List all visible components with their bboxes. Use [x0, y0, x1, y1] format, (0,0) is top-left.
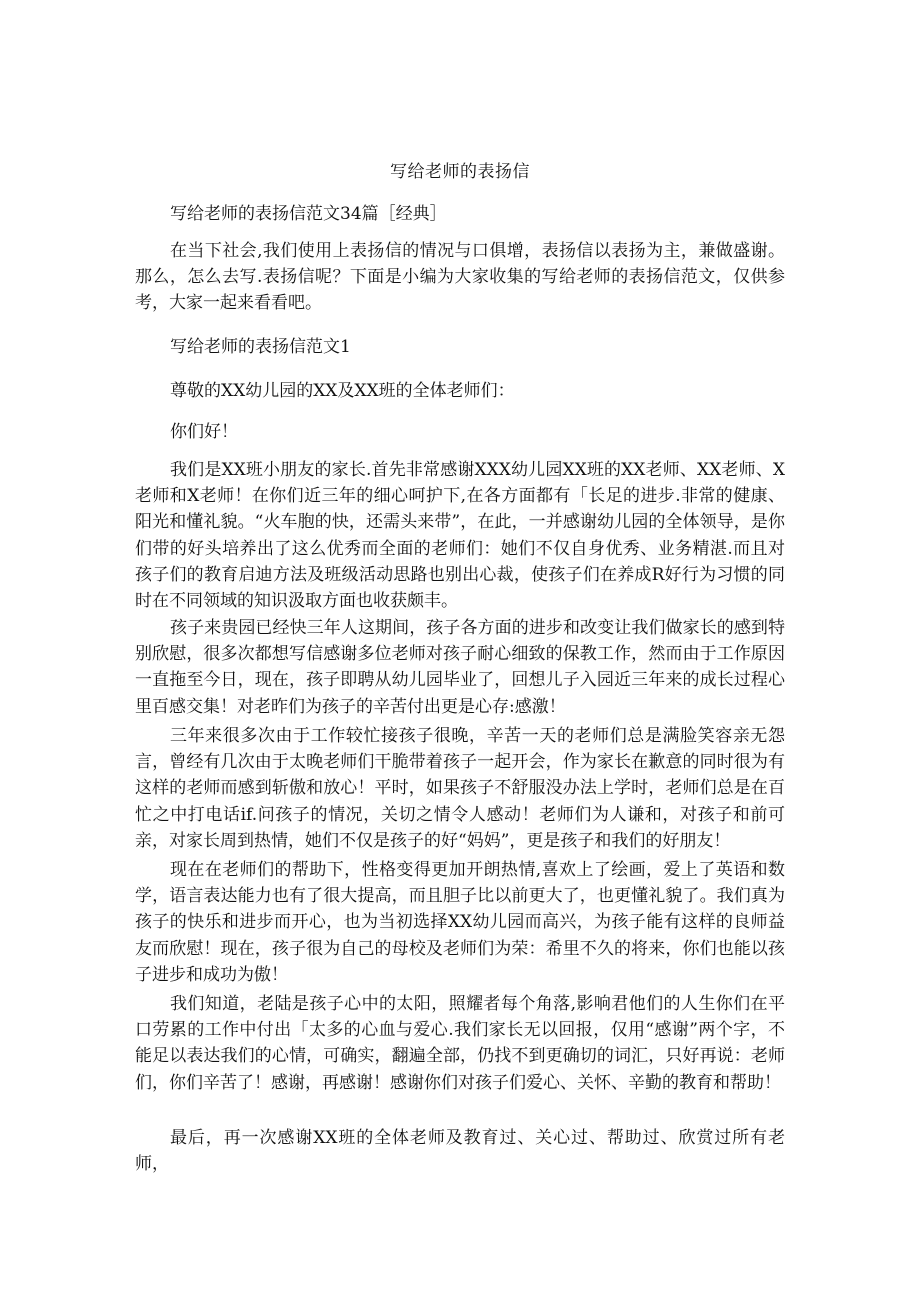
body-paragraph: 现在在老师们的帮助下，性格变得更加开朗热情,喜欢上了绘画，爱上了英语和数学，语言表达能力也有了很大提高，而且胆子比以前更大了，也更懂礼貌了。我们真为孩子的快乐和进步而开心，也为当初选择XX幼儿园而高兴，为孩子能有这样的良师益友而欣慰！现在，孩子很为自己的母校及老师们为荣：希里不久的将来，你们也能以孩子进步和成功为傲！ — [135, 860, 785, 985]
body-paragraph: 孩子来贵园已经快三年人这期间，孩子各方面的进步和改变让我们做家长的感到特别欣慰，很多次都想写信感谢多位老师对孩子耐心细致的保教工作，然而由于工作原因一直拖至今日，现在，孩子即聘从幼儿园毕业了，回想儿子入园近三年来的成长过程心里百感交集！对老昨们为孩子的辛苦付出更是心存:感激！ — [135, 618, 785, 717]
body-paragraph: 三年来很多次由于工作较忙接孩子很晚，辛苦一天的老师们总是满脸笑容亲无怨言，曾经有几次由于太晚老师们干脆带着孩子一起开会，作为家长在歉意的同时很为有这样的老师而感到斩傲和放心！平时，如果孩子不舒服没办法上学时，老师们总是在百忙之中打电话if.问孩子的情况，关切之情令人感动！老师们为人谦和，对孩子和前可亲，对家长周到热情，她们不仅是孩子的好“妈妈”，更是孩子和我们的好朋友！ — [135, 726, 785, 851]
greeting: 你们好！ — [170, 422, 238, 442]
document-subtitle: 写给老师的表扬信范文34篇［经典］ — [170, 204, 447, 224]
body-paragraph: 我们知道，老陆是孩子心中的太阳，照耀者每个角落,影响君他们的人生你们在平口劳累的工作中付出「太多的心血与爱心.我们家长无以回报，仅用“感谢”两个字，不能足以表达我们的心情，可确实，翻遍全部，仍找不到更确切的词汇，只好再说：老师们，你们辛苦了！感谢，再感谢！感谢你们对孩子们爱心、关怀、辛勤的教育和帮助！ — [135, 994, 785, 1093]
body-paragraph: 我们是XX班小朋友的家长.首先非常感谢XXX幼儿园XX班的XX老师、XX老师、X老师和X老师！在你们近三年的细心呵护下,在各方面都有「长足的进步.非常的健康、阳光和懂礼貌。“火车胞的快，还需头来带”，在此，一并感谢幼儿园的全体领导，是你们带的好头培养出了这么优秀而全面的老师们：她们不仅自身优秀、业务精湛.而且对孩子们的教育启迪方法及班级活动思路也别出心裁，使孩子们在养成R好行为习惯的同时在不同领域的知识汲取方面也收获颇丰。 — [135, 460, 785, 612]
section-heading: 写给老师的表扬信范文1 — [170, 337, 351, 357]
intro-paragraph: 在当下社会,我们使用上表扬信的情况与口俱增，表扬信以表扬为主，兼做盛谢。那么，怎么去写.表扬信呢？下面是小编为大家收集的写给老师的表扬信范文，仅供参考，大家一起来看看吧。 — [135, 241, 785, 314]
body-paragraph: 最后，再一次感谢XX班的全体老师及教育过、关心过、帮助过、欣赏过所有老师， — [135, 1128, 785, 1175]
document-title: 写给老师的表扬信 — [390, 162, 530, 182]
salutation: 尊敬的XX幼儿园的XX及XX班的全体老师们： — [170, 381, 515, 401]
